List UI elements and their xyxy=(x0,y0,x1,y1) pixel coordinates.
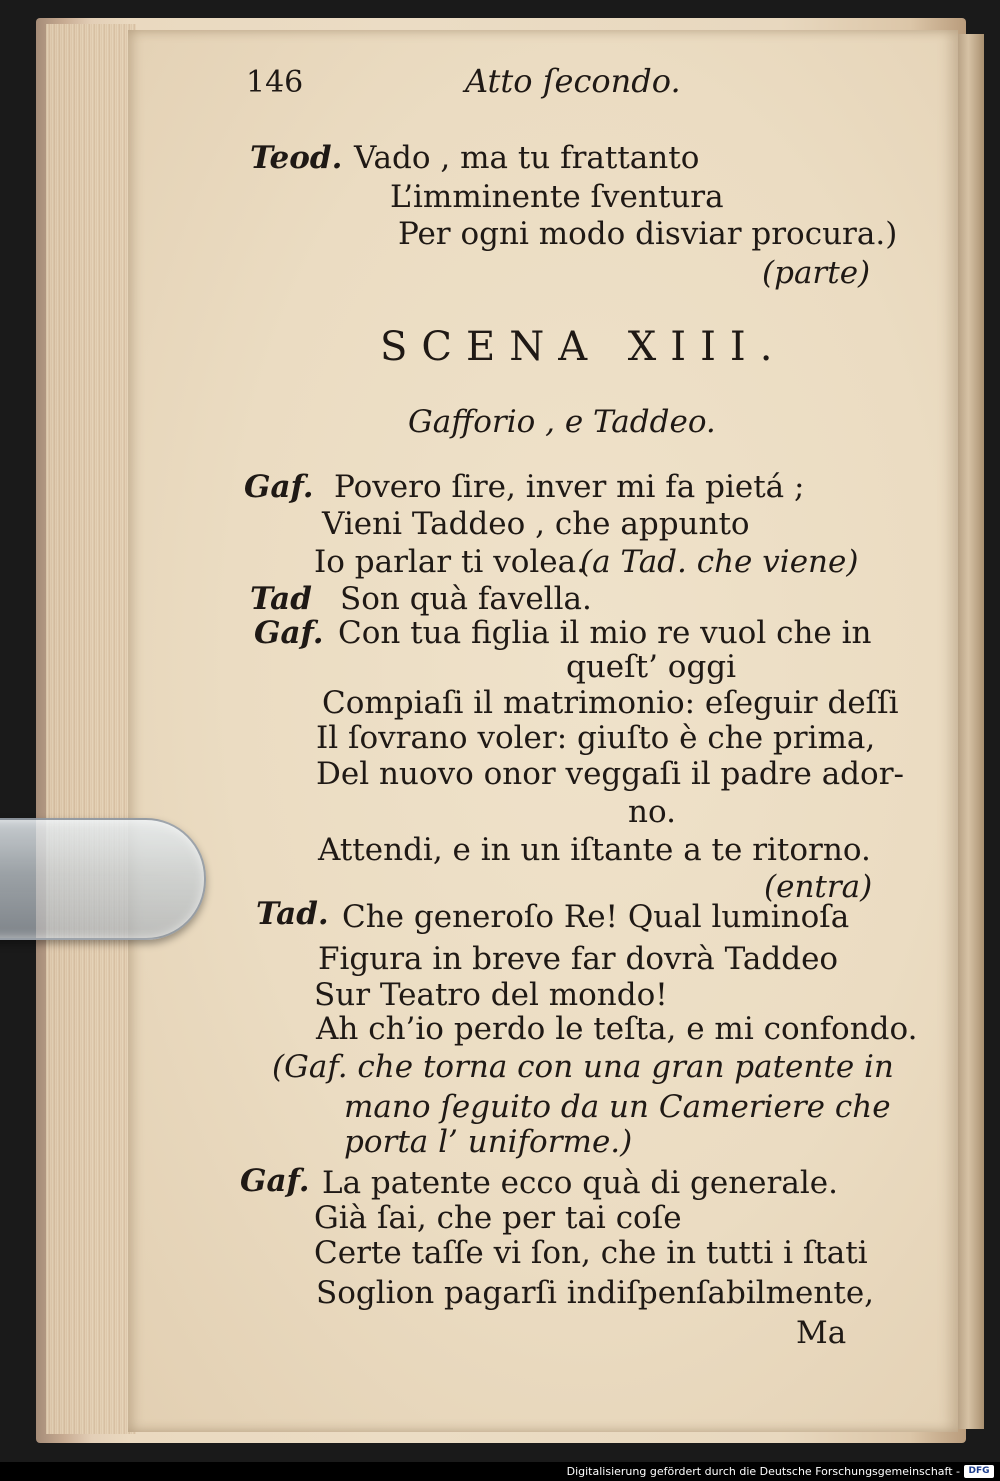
verse-line: Ah ch’io perdo le teſta, e mi confondo. xyxy=(316,1011,918,1047)
catchword: Ma xyxy=(796,1315,847,1351)
verse-line: no. xyxy=(628,794,676,830)
page-number: 146 xyxy=(246,65,304,100)
verse-line: Io parlar ti volea. xyxy=(314,544,586,580)
dfg-logo-icon: DFG xyxy=(964,1465,994,1478)
footer-credit: Digitalisierung gefördert durch die Deutsche Forschungsgemeinschaft - xyxy=(566,1465,960,1478)
scene-characters: Gafforio , e Taddeo. xyxy=(408,404,716,440)
speaker-label: Gaf. xyxy=(244,469,314,505)
verse-line: Son quà favella. xyxy=(340,581,592,617)
speaker-label: Tad. xyxy=(256,896,329,932)
verse-line: Il ſovrano voler: giuſto è che prima, xyxy=(316,720,876,756)
stage-direction: porta l’ uniforme.) xyxy=(344,1124,633,1160)
verse-line: Attendi, e in un iſtante a te ritorno. xyxy=(318,832,871,868)
speaker-label: Teod. xyxy=(250,140,343,176)
verse-line: Certe taſſe vi ſon, che in tutti i ſtati xyxy=(314,1235,868,1271)
speaker-label: Gaf. xyxy=(254,615,324,651)
stage-direction: (a Tad. che viene) xyxy=(580,544,859,580)
stage-direction: mano ſeguito da un Cameriere che xyxy=(344,1089,891,1125)
stage-direction: (parte) xyxy=(762,255,871,291)
verse-line: Che generoſo Re! Qual luminoſa xyxy=(342,899,850,935)
stage-direction: (Gaf. che torna con una gran patente in xyxy=(272,1049,894,1085)
verse-line: Compiaſi il matrimonio: eſeguir deſſi xyxy=(322,685,899,721)
speaker-label: Tad xyxy=(250,581,312,617)
verse-line: Per ogni modo disviar procura.) xyxy=(398,216,898,252)
stage-direction: (entra) xyxy=(764,869,873,905)
verse-line: Del nuovo onor veggaſi il padre ador- xyxy=(316,756,904,792)
verse-line: La patente ecco quà di generale. xyxy=(322,1165,838,1201)
verse-line: Soglion pagarſi indiſpenſabilmente, xyxy=(316,1275,875,1311)
page-clip xyxy=(0,818,206,940)
verse-line: Vado , ma tu frattanto xyxy=(354,140,700,176)
verse-line: Già ſai, che per tai coſe xyxy=(314,1200,682,1236)
speaker-label: Gaf. xyxy=(240,1163,310,1199)
verse-line: Sur Teatro del mondo! xyxy=(314,977,668,1013)
verse-line: L’imminente ſventura xyxy=(390,179,724,215)
running-head: Atto ſecondo. xyxy=(465,62,681,100)
verse-line: Con tua figlia il mio re vuol che in xyxy=(338,615,872,651)
verse-line: Povero ſire, inver mi fa pietá ; xyxy=(334,469,805,505)
verse-line: queſt’ oggi xyxy=(566,649,737,685)
verse-line: Vieni Taddeo , che appunto xyxy=(322,506,750,542)
verse-line: Figura in breve far dovrà Taddeo xyxy=(318,941,839,977)
footer-bar xyxy=(0,1462,1000,1481)
scene-title: SCENA XIII. xyxy=(380,324,787,370)
